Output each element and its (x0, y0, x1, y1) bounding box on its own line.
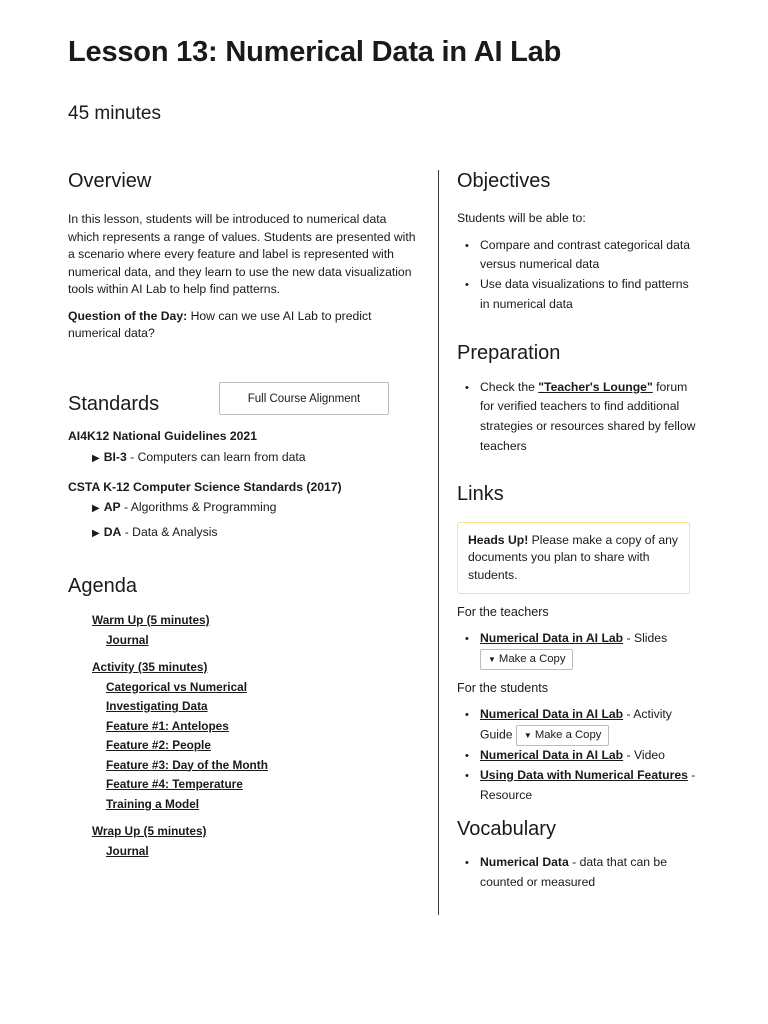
qotd-label: Question of the Day: (68, 308, 188, 323)
agenda-wrapup-link[interactable]: Wrap Up (5 minutes) (92, 824, 207, 838)
standard-group-name: CSTA K-12 Computer Science Standards (2017) (68, 480, 342, 494)
list-item: • Using Data with Numerical Features - Resource (457, 766, 697, 806)
vocab-term: Numerical Data (480, 855, 569, 870)
agenda-item-link[interactable]: Training a Model (106, 796, 200, 811)
standards-list (68, 429, 418, 539)
expand-triangle-icon: ▶ (92, 528, 100, 539)
page-title: Lesson 13: Numerical Data in AI Lab (68, 36, 562, 68)
students-label: For the students (457, 680, 549, 695)
activity-guide-link[interactable]: Numerical Data in AI Lab (480, 707, 624, 722)
make-copy-button[interactable]: ▼ Make a Copy (480, 649, 573, 670)
standard-group-name: AI4K12 National Guidelines 2021 (68, 429, 257, 443)
vocabulary-heading: Vocabulary (457, 818, 556, 841)
preparation-heading: Preparation (457, 341, 561, 364)
list-item: • Numerical Data in AI Lab - Video (457, 746, 697, 766)
full-course-alignment-button[interactable]: Full Course Alignment (219, 382, 389, 415)
callout-text: Please make a copy of any documents you plan to share with students. (468, 532, 679, 582)
teacher-links-list (457, 629, 697, 670)
teachers-label: For the teachers (457, 605, 549, 620)
agenda-item-link[interactable]: Investigating Data (106, 699, 208, 713)
objectives-heading: Objectives (457, 170, 551, 192)
agenda-item-link[interactable]: Feature #4: Temperature (106, 777, 243, 791)
agenda-item-link[interactable]: Feature #2: People (106, 738, 211, 752)
standard-item[interactable]: ▶ BI-3 - Computers can learn from data (92, 450, 306, 464)
question-of-the-day (68, 308, 418, 343)
agenda-item-link[interactable]: Feature #1: Antelopes (106, 718, 229, 733)
vocabulary-list (457, 853, 697, 893)
vocab-definition: - data that can be counted or measured (480, 855, 667, 890)
agenda-wrapup-journal-link[interactable]: Journal (106, 843, 149, 858)
video-link[interactable]: Numerical Data in AI Lab (480, 747, 624, 762)
list-item: • Numerical Data in AI Lab - Slides ▼ Make a Copy (457, 629, 697, 670)
lesson-duration: 45 minutes (68, 103, 161, 124)
qotd-text: How can we use AI Lab to predict numerical data? (68, 308, 372, 340)
heads-up-callout (457, 522, 690, 595)
callout-label: Heads Up! (468, 532, 529, 547)
standards-heading: Standards (68, 393, 160, 415)
column-divider (438, 170, 439, 915)
overview-body: In this lesson, students will be introduced to numerical data which represents a range of values. Students are presented with a scenario where every feature and label is represented with numerical data, and they learn to use the new data visualization tools within AI Lab to help find patterns. (68, 212, 416, 296)
agenda-activity-link[interactable]: Activity (35 minutes) (92, 660, 208, 674)
agenda-item-link[interactable]: Categorical vs Numerical (106, 679, 247, 694)
objectives-intro: Students will be able to: (457, 211, 586, 225)
preparation-list (457, 378, 697, 457)
make-copy-button[interactable]: ▼ Make a Copy (516, 725, 609, 746)
agenda-item-link[interactable]: Feature #3: Day of the Month (106, 757, 268, 772)
caret-down-icon: ▼ (488, 654, 496, 664)
slides-link[interactable]: Numerical Data in AI Lab (480, 630, 624, 645)
standard-item[interactable]: ▶ AP - Algorithms & Programming (92, 500, 277, 514)
links-heading: Links (457, 482, 504, 505)
expand-triangle-icon: ▶ (92, 453, 100, 464)
student-links-list (457, 705, 697, 805)
list-item: • Use data visualizations to find patterns in numerical data (457, 275, 697, 315)
expand-triangle-icon: ▶ (92, 503, 100, 514)
list-item (457, 853, 697, 893)
agenda-warmup-link[interactable]: Warm Up (5 minutes) (92, 613, 210, 627)
agenda-list (68, 611, 418, 861)
resource-link[interactable]: Using Data with Numerical Features (480, 767, 688, 782)
agenda-warmup-journal-link[interactable]: Journal (106, 632, 149, 647)
caret-down-icon: ▼ (523, 730, 532, 740)
list-item: • Check the "Teacher's Lounge" forum for verified teachers to find additional strategies or resources shared by fellow teachers (457, 378, 697, 457)
list-item: • Compare and contrast categorical data versus numerical data (457, 236, 697, 276)
right-column (457, 170, 697, 893)
agenda-heading: Agenda (68, 575, 137, 597)
teachers-lounge-link[interactable]: "Teacher's Lounge" (538, 379, 653, 394)
objectives-list (457, 236, 697, 315)
standard-item[interactable]: ▶ DA - Data & Analysis (92, 525, 218, 539)
list-item: • Numerical Data in AI Lab - Activity Guide ▼ Make a Copy (457, 705, 697, 746)
overview-heading: Overview (68, 170, 152, 192)
left-column (68, 170, 418, 858)
